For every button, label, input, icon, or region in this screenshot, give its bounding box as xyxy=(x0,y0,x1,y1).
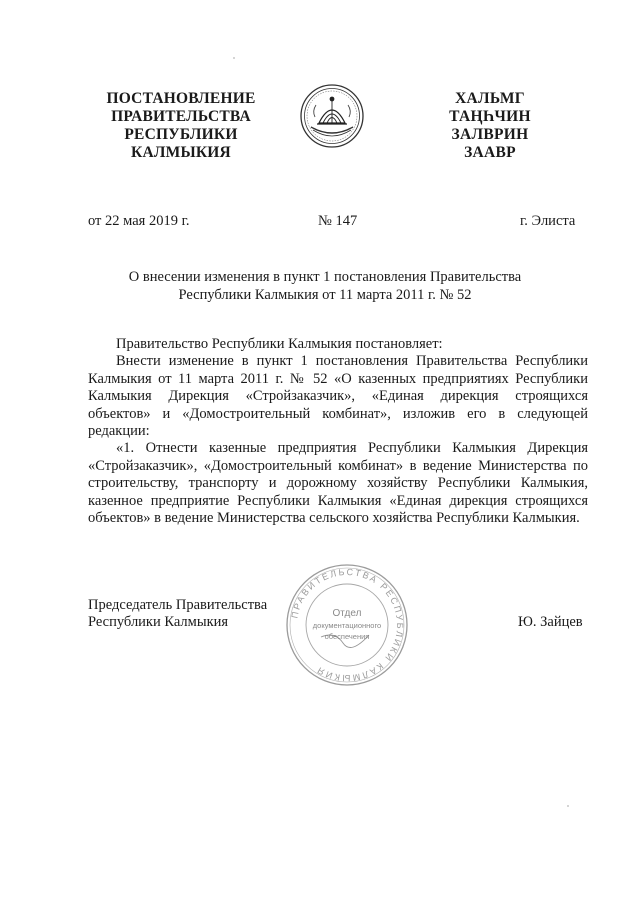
signatory-position xyxy=(88,597,267,632)
header-russian-line: ПОСТАНОВЛЕНИЕ xyxy=(106,90,256,107)
document-title-line: О внесении изменения в пункт 1 постановления Правительства xyxy=(128,269,522,285)
stamp-center-line: документационного xyxy=(312,621,382,630)
header-russian xyxy=(86,90,276,162)
body-paragraph: Внести изменение в пункт 1 постановления Правительства Республики Калмыкия от 11 марта 2011 г. № 52 «О казенных предприятиях Республики Калмыкия Дирекция «Стройзаказчик», «Единая дирекция строящихся объектов» и «Домостроительный комбинат», изложив его в следующей редакции: xyxy=(88,353,588,440)
document-date: от 22 мая 2019 г. xyxy=(88,213,190,229)
signatory-name: Ю. Зайцев xyxy=(518,614,583,630)
stamp-center-line: обеспечения xyxy=(324,632,370,641)
document-number: № 147 xyxy=(318,213,358,229)
document-city: г. Элиста xyxy=(520,213,576,229)
republic-of-kalmykia-emblem-icon xyxy=(299,83,365,149)
header-russian-line: ПРАВИТЕЛЬСТВА xyxy=(111,108,251,125)
header-kalmyk-line: ХАЛЬМГ xyxy=(455,90,525,107)
header-russian-line: РЕСПУБЛИКИ xyxy=(124,126,238,143)
body-paragraph: Правительство Республики Калмыкия постановляет: xyxy=(116,336,443,352)
body-paragraph: «1. Отнести казенные предприятия Республики Калмыкия Дирекция «Стройзаказчик», «Домостроительный комбинат» в ведение Министерства по строительству, транспорту и дорожному хозяйству Республики Калмыкия, казенное предприятие Республики Калмыкия «Единая дирекция строящихся объектов» в ведение Министерства сельского хозяйства Республики Калмыкия. xyxy=(88,440,588,527)
header-kalmyk-line: ТАҢҺЧИН xyxy=(449,108,531,125)
scan-speck xyxy=(567,805,569,807)
header-kalmyk-line: ЗААВР xyxy=(464,144,516,161)
signatory-position-line: Председатель Правительства xyxy=(88,597,268,613)
stamp-center-line: Отдел xyxy=(332,608,362,619)
header-kalmyk xyxy=(420,90,560,162)
document-title-line: Республики Калмыкия от 11 марта 2011 г. № 52 xyxy=(178,287,472,303)
document-title xyxy=(100,268,550,304)
scan-speck xyxy=(233,57,235,59)
header-russian-line: КАЛМЫКИЯ xyxy=(131,144,231,161)
stamp-outer-text: ПРАВИТЕЛЬСТВА РЕСПУБЛИКИ КАЛМЫКИЯ xyxy=(289,566,406,684)
signatory-position-line: Республики Калмыкия xyxy=(88,614,229,631)
document-body xyxy=(88,336,588,527)
official-stamp xyxy=(283,561,411,689)
header-kalmyk-line: ЗАЛВРИН xyxy=(451,126,529,143)
